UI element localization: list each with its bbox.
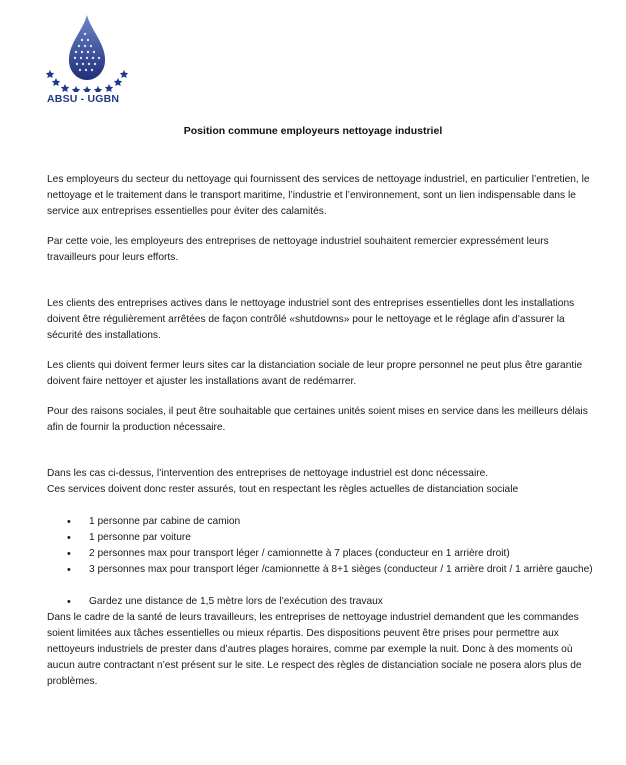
absu-logo xyxy=(44,12,130,92)
list-item: • 2 personnes max pour transport léger / camionnette à 7 places (conducteur en 1 arrière droit) xyxy=(89,546,595,562)
organization-name: ABSU - UGBN xyxy=(47,93,120,105)
list-item: • Gardez une distance de 1,5 mètre lors de l’exécution des travaux xyxy=(89,594,595,610)
paragraph-5: Pour des raisons sociales, il peut être souhaitable que certaines unités soient mises en service dans les meilleurs délais afin de fournir la production nécessaire. xyxy=(47,406,588,433)
paragraph-2: Par cette voie, les employeurs des entreprises de nettoyage industriel souhaitent remercier expressément leurs travailleurs pour leurs efforts. xyxy=(47,236,549,263)
paragraph-4: Les clients qui doivent fermer leurs sites car la distanciation sociale de leur propre personnel ne peut plus être garantie doivent faire nettoyer et ajuster les installations avant de redémarrer. xyxy=(47,360,583,387)
paragraph-6a: Dans les cas ci-dessus, l’intervention des entreprises de nettoyage industriel est donc nécessaire. xyxy=(47,468,489,479)
paragraph-6b: Ces services doivent donc rester assurés, tout en respectant les règles actuelles de distanciation sociale xyxy=(47,484,519,495)
list-item: • 1 personne par voiture xyxy=(89,530,595,546)
water-drop-with-stars-icon xyxy=(44,12,130,92)
paragraph-3: Les clients des entreprises actives dans le nettoyage industriel sont des entreprises essentielles dont les installations doivent être régulièrement arrêtées de façon contrôlé «shutdowns» pour le nettoyage et le réglage afin d’assurer la sécurité des installations. xyxy=(47,298,575,341)
document-title: Position commune employeurs nettoyage industriel xyxy=(183,125,443,137)
document-body xyxy=(47,172,595,690)
paragraph-1: Les employeurs du secteur du nettoyage qui fournissent des services de nettoyage industriel, en particulier l’entretien, le nettoyage et le traitement dans le transport maritime, l’industrie et l’environnement, sont un lien indispensable dans le service aux entreprises essentielles pour éviter des calamités. xyxy=(47,174,590,217)
paragraph-7: Dans le cadre de la santé de leurs travailleurs, les entreprises de nettoyage industriel demandent que les commandes soient limitées aux tâches essentielles ou mieux répartis. Des dispositions peuvent être prises pour permettre aux nettoyeurs industriels de prester dans d’autres plages horaires, comme par exemple la nuit. Donc à des moments où aucun autre contractant n’est présent sur le site. Le respect des règles de distanciation sociale ne posera alors plus de problèmes. xyxy=(47,612,582,687)
list-item: • 1 personne par cabine de camion xyxy=(89,514,595,530)
transport-rules-list xyxy=(47,514,595,578)
list-item: • 3 personnes max pour transport léger /camionnette à 8+1 sièges (conducteur / 1 arrière droit / 1 arrière gauche) xyxy=(89,562,595,578)
distance-rule-list xyxy=(47,594,595,610)
